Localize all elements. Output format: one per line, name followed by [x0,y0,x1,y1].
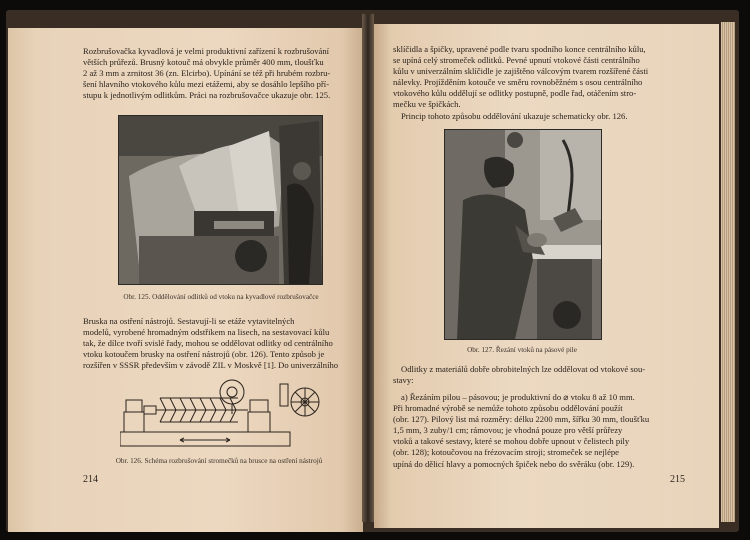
text-line: stupu k jednotlivým odlitkům. Práci na rozbrušovačce ukazuje obr. 125. [83,90,331,101]
band-saw-illustration [445,130,601,339]
right-paragraph-4 [393,392,693,470]
right-paragraph-3 [393,364,693,386]
text-line: stavy: [393,375,414,386]
text-line: a) Řezáním pilou – pásovou; je produktivní do ⌀ vtoku 8 až 10 mm. [401,392,635,402]
text-line: Bruska na ostření nástrojů. Sestavují-li se etáže vytavitelných [83,316,295,326]
text-line: tak, že dílce tvoří svislé řady, mohou se oddělovat odlitky od centrálního [83,338,333,349]
text-line: vtoků a takové sestavy, které se mohou dobře upnout v čelistech pily [393,436,630,447]
text-line: upíná do dělicí hlavy a pomocných špiček nebo do svěráku (obr. 129). [393,458,635,469]
text-line: vtokového kůlu oddělují se odlitky postupně, podle řad, otáčením stro- [393,88,637,99]
right-page [374,24,719,528]
figure-125-caption: Obr. 125. Oddělování odlitků od vtoku na kyvadlové rozbrušovačce [123,293,319,301]
page-number-right: 215 [670,474,685,485]
text-line: (obr. 128); kotoučovou na frézovacím stroji; stromeček se nejlépe [393,447,619,458]
page-edges [721,22,735,522]
text-line: kůlu v univerzálním sklíčidle je zajištěno válcovým tvarem rozšířené části [393,66,649,77]
right-paragraph-1 [393,44,693,122]
left-page [8,28,363,532]
text-line: modelů, vyrobené hromadným odstřikem na lisech, na sestavovací kůlu [83,327,330,338]
figure-127-caption: Obr. 127. Řezání vtoků na pásové pile [467,346,577,354]
text-line: Rozbrušovačka kyvadlová je velmi produktivní zařízení k rozbrušování [83,46,330,56]
text-line: 2 až 3 mm a zrnitost 36 (zn. Elcirbo). Upínání se též při hrubém rozbru- [83,68,331,79]
text-line: 1,5 mm, 3 zuby/1 cm; rámovou; je vhodná pouze pro větší průřezy [393,425,623,436]
text-line: Při hromadné výrobě se nemůže tohoto způsobu oddělování použít [393,403,623,414]
pendulum-saw-illustration [119,116,322,284]
figure-127-photo [444,129,602,340]
text-line: Princip tohoto způsobu oddělování ukazuje schematicky obr. 126. [401,110,628,121]
left-paragraph-2 [83,316,363,371]
text-line: nálevky. Projížděním kotouče ve směru rovnoběžném s osou centrálního [393,77,643,88]
figure-126-schematic [120,374,330,454]
left-paragraph-1 [83,46,363,101]
page-number-left: 214 [83,474,98,485]
figure-125-photo [118,115,323,285]
text-line: Odlitky z materiálů dobře obrobitelných lze oddělovat od vtokové sou- [401,364,646,374]
figure-126-caption: Obr. 126. Schéma rozbrušování stromečků na brusce na ostření nástrojů [115,457,323,465]
text-line: větších průřezů. Brusný kotouč má obvykle průměr 400 mm, tloušťku [83,57,324,68]
text-line: mečku ve špičkách. [393,99,461,110]
text-line: vtoku kotoučem brusky na ostření nástrojů (obr. 126). Tento způsob je [83,349,325,360]
text-line: se upíná celý stromeček odlitků. Pevné upnutí vtokové části centrálního [393,55,640,66]
book-gutter [362,14,374,522]
text-line: sklíčidla a špičky, upravené podle tvaru spodního konce centrálního kůlu, [393,44,646,54]
text-line: (obr. 127). Pilový list má rozměry: délku 2200 mm, šířku 30 mm, tloušťku [393,414,650,425]
text-line: rozšířen v SSSR především v závodě ZIL v Moskvě [1]. Do univerzálního [83,360,339,371]
text-line: šení hlavního vtokového kůlu mezi etážemi, aby se dosáhlo lepšího pří- [83,79,330,90]
